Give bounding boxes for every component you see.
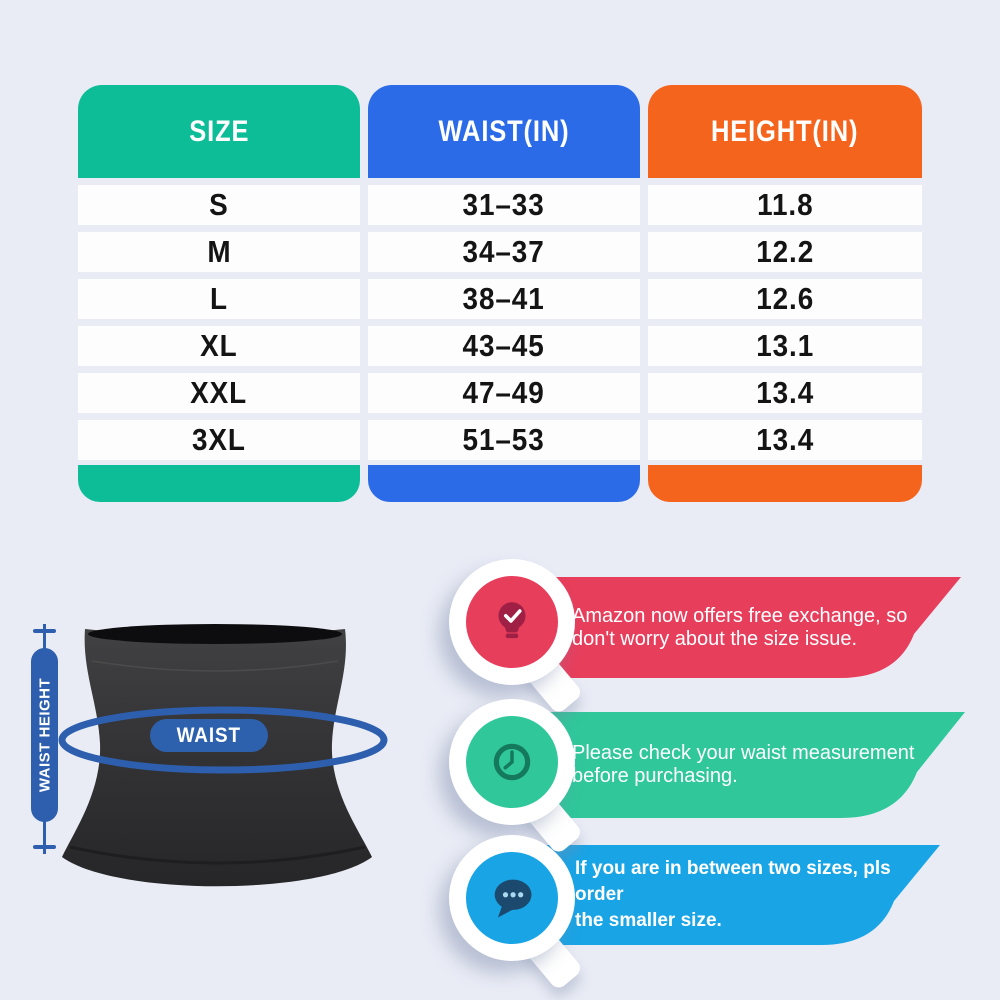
waist-value: 43–45	[462, 328, 546, 363]
clock-icon	[487, 737, 537, 787]
height-value: 13.4	[756, 422, 814, 457]
table-row	[648, 326, 922, 366]
waist-value: 47–49	[462, 375, 546, 410]
table-row	[368, 326, 640, 366]
size-value: S	[209, 187, 229, 222]
height-column-header	[648, 85, 922, 178]
between-sizes-text-line1: If you are in between two sizes, pls order	[575, 858, 891, 905]
between-sizes-text	[575, 845, 931, 945]
table-row	[78, 373, 360, 413]
measurement-badge	[449, 699, 575, 825]
waist-column-header	[368, 85, 640, 178]
height-column-footer	[648, 465, 922, 502]
table-row	[78, 232, 360, 272]
exchange-badge	[449, 559, 575, 685]
table-row	[648, 232, 922, 272]
size-value: M	[206, 234, 232, 269]
between-sizes-text-line2: the smaller size.	[575, 910, 722, 931]
table-column-height	[648, 85, 922, 502]
waist-value: 34–37	[462, 234, 546, 269]
waist-label-pill	[150, 719, 268, 752]
waist-value: 31–33	[462, 187, 546, 222]
size-column-header	[78, 85, 360, 178]
waist-value: 51–53	[462, 422, 546, 457]
measurement-badge-circle	[466, 716, 558, 808]
size-column-footer	[78, 465, 360, 502]
size-value: L	[210, 281, 228, 316]
waist-height-label: WAIST HEIGHT	[36, 677, 53, 793]
table-row	[368, 185, 640, 225]
table-row	[648, 373, 922, 413]
waist-header-label: WAIST(IN)	[438, 114, 570, 148]
table-row	[78, 279, 360, 319]
table-row	[368, 232, 640, 272]
height-value: 12.6	[756, 281, 814, 316]
table-row	[368, 420, 640, 460]
exchange-text	[572, 577, 950, 678]
size-value: XL	[200, 328, 238, 363]
height-value: 11.8	[756, 187, 814, 222]
table-row	[368, 373, 640, 413]
height-header-label: HEIGHT(IN)	[711, 114, 859, 148]
between-sizes-badge-circle	[466, 852, 558, 944]
waist-column-footer	[368, 465, 640, 502]
trainer-opening	[88, 624, 342, 644]
between-sizes-badge	[449, 835, 575, 961]
table-column-size	[78, 85, 360, 502]
chat-dots-icon	[486, 872, 538, 924]
table-row	[648, 185, 922, 225]
size-value: 3XL	[192, 422, 246, 457]
lightbulb-check-icon	[487, 597, 537, 647]
table-column-waist	[368, 85, 640, 502]
exchange-text-line2: don't worry about the size issue.	[572, 627, 858, 650]
exchange-badge-circle	[466, 576, 558, 668]
waist-label: WAIST	[176, 723, 242, 747]
waist-value: 38–41	[462, 281, 546, 316]
exchange-text-line1: Amazon now offers free exchange, so	[572, 604, 908, 627]
measurement-text-line2: before purchasing.	[572, 765, 738, 787]
height-measure-top-tick	[33, 629, 56, 633]
table-row	[648, 420, 922, 460]
waist-trainer-illustration	[20, 595, 420, 915]
height-measure-bottom-tick	[33, 845, 56, 849]
table-row	[648, 279, 922, 319]
size-header-label: SIZE	[188, 114, 250, 148]
table-row	[78, 420, 360, 460]
height-value: 12.2	[756, 234, 814, 269]
measurement-text-line1: Please check your waist measurement	[572, 742, 915, 764]
waist-height-pill	[31, 648, 58, 822]
size-value: XXL	[190, 375, 248, 410]
measurement-text	[572, 712, 950, 818]
height-value: 13.4	[756, 375, 814, 410]
table-row	[78, 326, 360, 366]
table-row	[78, 185, 360, 225]
height-value: 13.1	[756, 328, 814, 363]
table-row	[368, 279, 640, 319]
